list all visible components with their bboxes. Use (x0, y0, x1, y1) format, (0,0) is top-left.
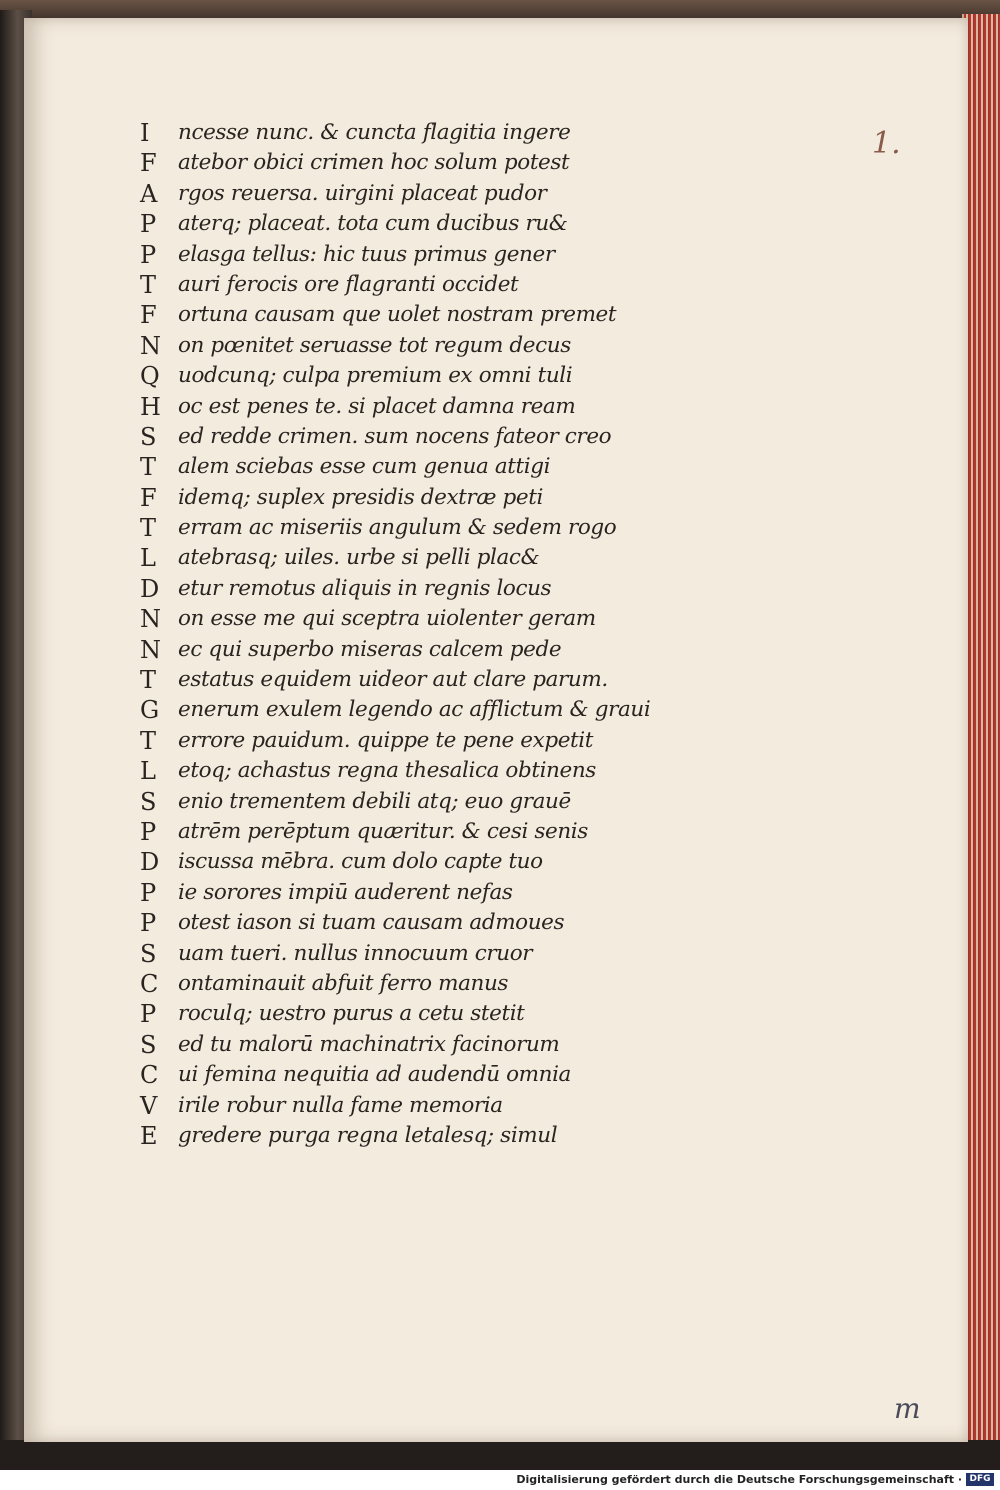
signature-mark: m (894, 1392, 921, 1425)
verse-initial: N (140, 605, 161, 634)
verse-text: etur remotus aliquis in regnis locus (178, 575, 552, 601)
verse-text: idemq; suplex presidis dextræ peti (178, 484, 543, 510)
verse-initial: E (140, 1121, 158, 1150)
verse-initial: T (140, 666, 157, 695)
verse-initial: T (140, 453, 157, 482)
verse-initial: F (140, 301, 157, 330)
verse-initial: P (140, 1000, 157, 1029)
verse-text: alem sciebas esse cum genua attigi (178, 454, 551, 480)
dfg-logo: DFG (966, 1473, 994, 1486)
verse-text: estatus equidem uideor aut clare parum. (178, 667, 608, 693)
verse-line (140, 817, 860, 847)
verse-initial: P (140, 240, 157, 269)
verse-text: otest iason si tuam causam admoues (178, 910, 565, 936)
verse-line (140, 969, 860, 999)
verse-initial: P (140, 878, 157, 907)
verse-line (140, 847, 860, 877)
verse-line (140, 787, 860, 817)
verse-text: erram ac miseriis angulum & sedem rogo (178, 515, 617, 541)
verse-line (140, 1091, 860, 1121)
verse-text: on esse me qui sceptra uiolenter geram (178, 606, 596, 632)
verse-text: aterq; placeat. tota cum ducibus ru& (178, 211, 568, 237)
verse-text: errore pauidum. quippe te pene expetit (178, 727, 593, 753)
verse-initial: T (140, 514, 157, 543)
verse-text: ncesse nunc. & cuncta flagitia ingere (178, 120, 571, 145)
verse-initial: D (140, 574, 160, 603)
verse-block (140, 118, 860, 1151)
verse-line (140, 392, 860, 422)
footer-credit: Digitalisierung gefördert durch die Deutsche Forschungsgemeinschaft · (516, 1473, 962, 1486)
verse-line (140, 1060, 860, 1090)
verse-initial: A (140, 179, 158, 208)
verse-initial: P (140, 817, 157, 846)
verse-line (140, 513, 860, 543)
verse-initial: I (140, 119, 150, 147)
verse-line (140, 665, 860, 695)
verse-initial: H (140, 392, 161, 421)
verse-line (140, 756, 860, 786)
verse-line (140, 604, 860, 634)
verse-initial: N (140, 331, 161, 360)
verse-text: iscussa mēbra. cum dolo capte tuo (178, 849, 543, 875)
verse-line (140, 999, 860, 1029)
verse-line (140, 118, 860, 148)
verse-initial: T (140, 726, 157, 755)
verse-line (140, 695, 860, 725)
verse-text: rgos reuersa. uirgini placeat pudor (178, 180, 547, 206)
verse-text: oc est penes te. si placet damna ream (178, 393, 576, 419)
verse-initial: Q (140, 362, 160, 391)
verse-line (140, 300, 860, 330)
verse-text: etoq; achastus regna thesalica obtinens (178, 758, 596, 784)
verse-initial: L (140, 757, 156, 786)
verse-line (140, 543, 860, 573)
verse-text: enerum exulem legendo ac afflictum & graui (178, 697, 651, 723)
verse-text: auri ferocis ore flagranti occidet (178, 271, 519, 297)
verse-line (140, 939, 860, 969)
verse-initial: C (140, 1061, 159, 1090)
verse-line (140, 726, 860, 756)
verse-line (140, 240, 860, 270)
verse-text: ie sorores impiū auderent nefas (178, 879, 513, 905)
verse-text: ortuna causam que uolet nostram premet (178, 302, 617, 328)
verse-line (140, 179, 860, 209)
verse-initial: F (140, 149, 157, 178)
verse-line (140, 422, 860, 452)
verse-text: enio trementem debili atq; euo grauē (178, 788, 571, 814)
verse-line (140, 452, 860, 482)
verse-text: roculq; uestro purus a cetu stetit (178, 1001, 525, 1027)
verse-line (140, 635, 860, 665)
verse-initial: G (140, 696, 160, 725)
verse-text: uam tueri. nullus innocuum cruor (178, 940, 533, 966)
verse-line (140, 270, 860, 300)
footer-bar (0, 1470, 1000, 1490)
verse-initial: P (140, 909, 157, 938)
verse-text: on pœnitet seruasse tot regum decus (178, 332, 571, 358)
verse-text: ec qui superbo miseras calcem pede (178, 636, 562, 662)
verse-initial: S (140, 1030, 157, 1059)
verse-initial: T (140, 270, 157, 299)
verse-line (140, 148, 860, 178)
verse-initial: V (140, 1091, 158, 1120)
verse-line (140, 209, 860, 239)
verse-initial: D (140, 848, 160, 877)
verse-text: elasga tellus: hic tuus primus gener (178, 241, 555, 267)
verse-text: atrēm perēptum quæritur. & cesi senis (178, 818, 588, 844)
verse-line (140, 361, 860, 391)
verse-line (140, 331, 860, 361)
verse-text: gredere purga regna letalesq; simul (178, 1122, 558, 1148)
verse-line (140, 908, 860, 938)
verse-line (140, 1121, 860, 1151)
verse-initial: F (140, 483, 157, 512)
verse-text: atebrasq; uiles. urbe si pelli plac& (178, 545, 540, 571)
verse-initial: L (140, 544, 156, 573)
verse-initial: N (140, 635, 161, 664)
verse-line (140, 483, 860, 513)
verse-initial: C (140, 969, 159, 998)
verse-text: ui femina nequitia ad audendū omnia (178, 1062, 571, 1088)
verse-text: ed tu malorū machinatrix facinorum (178, 1031, 560, 1057)
scan-background (0, 1440, 1000, 1470)
verse-text: uodcunq; culpa premium ex omni tuli (178, 363, 573, 389)
verse-text: irile robur nulla fame memoria (178, 1092, 503, 1118)
verse-line (140, 1030, 860, 1060)
verse-initial: S (140, 422, 157, 451)
verse-line (140, 878, 860, 908)
verse-text: ontaminauit abfuit ferro manus (178, 970, 509, 996)
verse-initial: P (140, 210, 157, 239)
verse-initial: S (140, 787, 157, 816)
verse-line (140, 574, 860, 604)
verse-text: ed redde crimen. sum nocens fateor creo (178, 423, 612, 449)
verse-initial: S (140, 939, 157, 968)
verse-text: atebor obici crimen hoc solum potest (178, 150, 570, 176)
folio-mark: 1. (872, 126, 901, 161)
